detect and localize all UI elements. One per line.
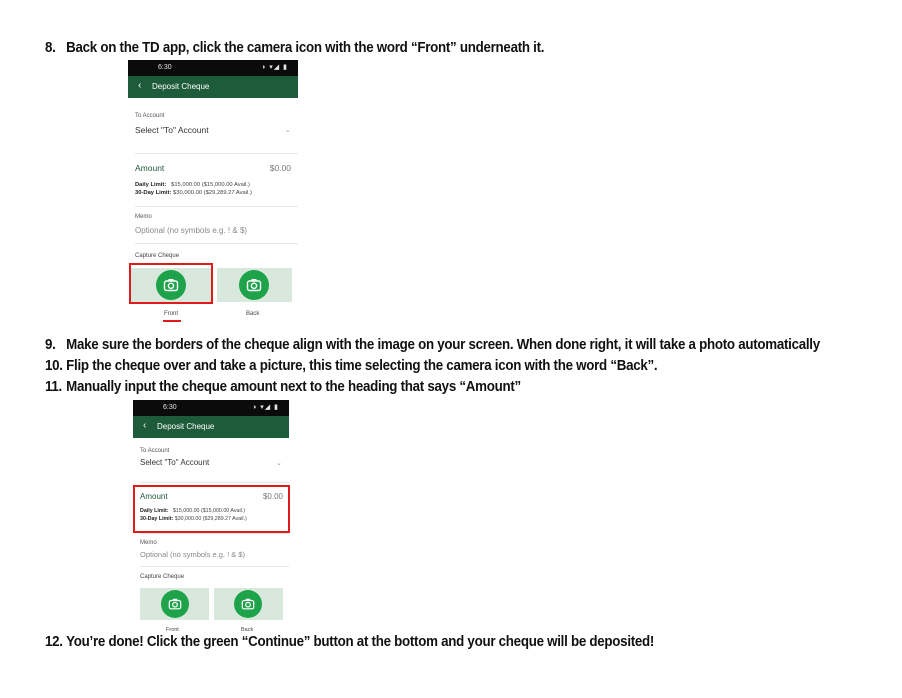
front-capture-tile[interactable]	[140, 588, 209, 620]
status-icons: ◑ ▾◢ ▮	[261, 64, 288, 71]
step-12	[45, 634, 654, 650]
to-account-label: To Account	[140, 448, 170, 454]
monthly-limit-label: 30-Day Limit:	[135, 190, 172, 196]
step-8	[45, 40, 544, 56]
back-arrow-icon[interactable]: ‹	[143, 420, 147, 431]
amount-label: Amount	[135, 163, 165, 173]
capture-cheque-label: Capture Cheque	[135, 253, 180, 259]
daily-limit-label: Daily Limit:	[135, 182, 167, 188]
monthly-limit-label: 30-Day Limit:	[140, 515, 174, 522]
memo-input[interactable]: Optional (no symbols e.g. ! & $)	[140, 550, 246, 559]
status-time: 6:30	[158, 64, 172, 71]
back-arrow-icon[interactable]: ‹	[138, 80, 142, 91]
divider	[135, 243, 298, 244]
to-account-select[interactable]: Select "To" Account	[135, 125, 209, 135]
divider	[140, 482, 289, 483]
front-highlight-box	[129, 263, 213, 304]
status-time: 6:30	[163, 404, 177, 411]
step-9	[45, 337, 820, 353]
monthly-limit-value: $30,000.00 ($29,289.27 Avail.)	[173, 190, 252, 196]
step-text: Flip the cheque over and take a picture, this time selecting the camera icon with the word “Back”.	[66, 358, 658, 374]
amount-input[interactable]: $0.00	[269, 163, 291, 173]
monthly-limit-value: $30,000.00 ($29,289.27 Avail.)	[174, 515, 247, 522]
step-text: Make sure the borders of the cheque align with the image on your screen. When done right, it will take a photo automatically	[66, 337, 820, 353]
divider	[135, 153, 298, 154]
chevron-down-icon: ⌄	[276, 460, 282, 467]
capture-cheque-label: Capture Cheque	[140, 574, 185, 580]
to-account-select[interactable]: Select "To" Account	[140, 458, 210, 467]
front-underline	[163, 320, 181, 322]
divider	[135, 206, 298, 207]
front-label: Front	[164, 311, 179, 317]
daily-limit-value: $15,000.00 ($15,000.00 Avail.)	[172, 508, 246, 514]
daily-limit-label: Daily Limit:	[140, 508, 169, 514]
status-bar	[128, 60, 298, 76]
chevron-down-icon: ⌄	[285, 127, 291, 134]
step-number: 8.	[45, 40, 56, 56]
step-text: Manually input the cheque amount next to the heading that says “Amount”	[66, 379, 521, 395]
step-number: 10.	[45, 358, 63, 374]
app-bar-title: Deposit Cheque	[157, 422, 215, 431]
back-capture-tile[interactable]	[214, 588, 283, 620]
amount-label: Amount	[140, 492, 168, 501]
front-label: Front	[166, 627, 179, 633]
memo-input[interactable]: Optional (no symbols e.g. ! & $)	[135, 226, 248, 235]
app-bar	[128, 76, 298, 98]
status-icons: ◑ ▾◢ ▮	[252, 404, 279, 411]
app-bar-title: Deposit Cheque	[152, 82, 210, 91]
camera-icon[interactable]	[239, 270, 269, 300]
to-account-label: To Account	[135, 113, 165, 119]
amount-input[interactable]: $0.00	[262, 492, 283, 501]
step-number: 9.	[45, 337, 56, 353]
app-bar	[133, 416, 289, 438]
step-text: Back on the TD app, click the camera icon with the word “Front” underneath it.	[66, 40, 545, 56]
divider	[140, 566, 289, 567]
step-10	[45, 358, 657, 374]
daily-limit-value: $15,000.00 ($15,000.00 Avail.)	[171, 182, 250, 188]
back-label: Back	[246, 311, 260, 317]
status-bar	[133, 400, 289, 416]
step-11	[45, 379, 521, 395]
camera-icon[interactable]	[161, 590, 189, 618]
step-text: You’re done! Click the green “Continue” button at the bottom and your cheque will be deposited!	[66, 634, 655, 650]
limits	[135, 181, 252, 197]
camera-icon[interactable]	[234, 590, 262, 618]
back-capture-tile[interactable]	[217, 268, 292, 302]
amount-highlight-box	[133, 485, 290, 533]
divider	[140, 533, 289, 534]
memo-label: Memo	[135, 214, 152, 220]
back-label: Back	[241, 627, 254, 633]
step-number: 12.	[45, 634, 63, 650]
memo-label: Memo	[140, 540, 157, 546]
step-number: 11.	[45, 379, 62, 395]
